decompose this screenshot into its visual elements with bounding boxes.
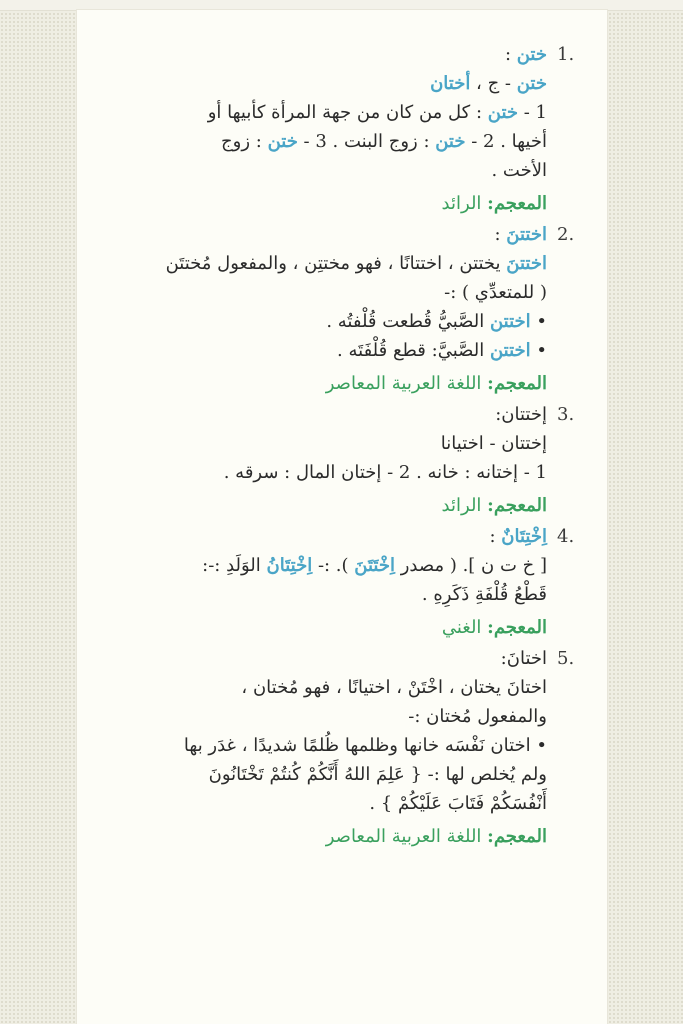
dictionary-entry bbox=[115, 40, 575, 218]
headword-suffix: : bbox=[494, 224, 507, 245]
definition-text: الأخت . bbox=[491, 160, 547, 181]
highlighted-term[interactable]: اِخْتَتَنَ bbox=[354, 555, 395, 576]
source-label: المعجم: bbox=[487, 617, 547, 638]
definition-text: 1 - إختانه : خانه . 2 - إختان المال : سرقه . bbox=[223, 462, 547, 483]
definition-text: : زوج البنت . 3 - bbox=[297, 131, 436, 152]
highlighted-term[interactable]: ختن bbox=[487, 102, 519, 123]
entry-source bbox=[115, 369, 547, 398]
definition-text: ولم يُخلص لها :- { عَلِمَ اللهُ أَنَّكُمْ كُنتُمْ تَخْتَانُونَ bbox=[208, 764, 547, 785]
source-name[interactable]: اللغة العربية المعاصر bbox=[325, 826, 482, 847]
definition-line bbox=[115, 278, 547, 307]
entry-headword-line bbox=[115, 40, 547, 69]
definition-line bbox=[115, 98, 547, 127]
highlighted-term[interactable]: اختتن bbox=[489, 340, 531, 361]
definition-text: ). :- bbox=[312, 555, 355, 576]
entry-headword-line bbox=[115, 400, 547, 429]
definition-line bbox=[115, 760, 547, 789]
entry-source bbox=[115, 491, 547, 520]
entry-headword[interactable]: اختانَ: bbox=[500, 648, 547, 669]
entry-headword[interactable]: اِخْتِتَانٌ bbox=[501, 526, 547, 547]
definition-line bbox=[115, 429, 547, 458]
definition-text: إختتان - اختيانا bbox=[440, 433, 547, 454]
dictionary-entry bbox=[115, 522, 575, 642]
entry-headword[interactable]: ختن bbox=[516, 44, 547, 65]
definition-line bbox=[115, 551, 547, 580]
definition-line bbox=[115, 731, 547, 760]
definition-text: : زوج bbox=[221, 131, 268, 152]
entry-number: 3. bbox=[557, 404, 575, 425]
entry-headword-line bbox=[115, 220, 547, 249]
definition-text: 1 - bbox=[518, 102, 547, 123]
dictionary-entry bbox=[115, 400, 575, 520]
dictionary-page bbox=[77, 10, 607, 1024]
entry-headword[interactable]: اختتنَ bbox=[506, 224, 547, 245]
definition-line bbox=[115, 673, 547, 702]
definition-text: اختانَ يختان ، اخْتَنْ ، اختيانًا ، فهو مُختان ، bbox=[241, 677, 547, 698]
definition-line bbox=[115, 580, 547, 609]
definition-line bbox=[115, 156, 547, 185]
source-name[interactable]: الرائد bbox=[441, 193, 482, 214]
source-name[interactable]: الرائد bbox=[441, 495, 482, 516]
definition-text: • اختان نَفْسَه خانها وظلمها ظُلمًا شديدًا ، غدَر بها bbox=[183, 735, 547, 756]
definition-text: الصَّبيُّ قُطعت قُلْفتُه . bbox=[326, 311, 490, 332]
definition-line bbox=[115, 249, 547, 278]
entry-headword[interactable]: إختتان: bbox=[495, 404, 547, 425]
definition-text: • bbox=[530, 311, 547, 332]
entry-number: 4. bbox=[557, 526, 575, 547]
source-label: المعجم: bbox=[487, 193, 547, 214]
entry-source bbox=[115, 613, 547, 642]
definition-text: : كل من كان من جهة المرأة كأبيها أو bbox=[207, 102, 488, 123]
highlighted-term[interactable]: اختتنَ bbox=[506, 253, 547, 274]
entry-headword-line bbox=[115, 644, 547, 673]
highlighted-term[interactable]: ختن bbox=[267, 131, 298, 152]
definition-text: والمفعول مُختان :- bbox=[408, 706, 547, 727]
dictionary-entry bbox=[115, 644, 575, 851]
definition-text: أخيها . 2 - bbox=[465, 131, 547, 152]
entries-list bbox=[115, 40, 575, 853]
definition-line bbox=[115, 307, 547, 336]
entry-headword-line bbox=[115, 522, 547, 551]
definition-text: أَنْفُسَكُمْ فَتَابَ عَلَيْكُمْ } . bbox=[369, 793, 547, 814]
headword-suffix: : bbox=[504, 44, 517, 65]
definition-line bbox=[115, 69, 547, 98]
definition-text: الوَلَدِ :-: bbox=[202, 555, 267, 576]
dictionary-entry bbox=[115, 220, 575, 398]
entry-number: 5. bbox=[557, 648, 575, 669]
highlighted-term[interactable]: أختان bbox=[430, 73, 471, 94]
entry-source bbox=[115, 822, 547, 851]
highlighted-term[interactable]: ختن bbox=[516, 73, 547, 94]
definition-text: ( للمتعدِّي ) :- bbox=[444, 282, 547, 303]
source-label: المعجم: bbox=[487, 826, 547, 847]
entry-source bbox=[115, 189, 547, 218]
definition-text: • bbox=[530, 340, 547, 361]
entry-number: 1. bbox=[557, 44, 575, 65]
definition-text: قَطْعُ قُلْفَةِ ذَكَرِهِ . bbox=[421, 584, 547, 605]
definition-line bbox=[115, 458, 547, 487]
definition-line bbox=[115, 127, 547, 156]
source-name[interactable]: اللغة العربية المعاصر bbox=[325, 373, 482, 394]
headword-suffix: : bbox=[489, 526, 502, 547]
definition-line bbox=[115, 336, 547, 365]
definition-text: الصَّبيَّ: قطع قُلْفَتَه . bbox=[337, 340, 490, 361]
definition-text: - ج ، bbox=[470, 73, 517, 94]
definition-text: يختتن ، اختتانًا ، فهو مختتِن ، والمفعول مُختتَن bbox=[165, 253, 507, 274]
source-label: المعجم: bbox=[487, 495, 547, 516]
entry-number: 2. bbox=[557, 224, 575, 245]
definition-line bbox=[115, 702, 547, 731]
source-label: المعجم: bbox=[487, 373, 547, 394]
highlighted-term[interactable]: اختتن bbox=[489, 311, 531, 332]
source-name[interactable]: الغني bbox=[441, 617, 482, 638]
highlighted-term[interactable]: ختن bbox=[435, 131, 466, 152]
highlighted-term[interactable]: اِخْتِتَانُ bbox=[266, 555, 313, 576]
definition-line bbox=[115, 789, 547, 818]
definition-text: [ خ ت ن ]. ( مصدر bbox=[394, 555, 547, 576]
